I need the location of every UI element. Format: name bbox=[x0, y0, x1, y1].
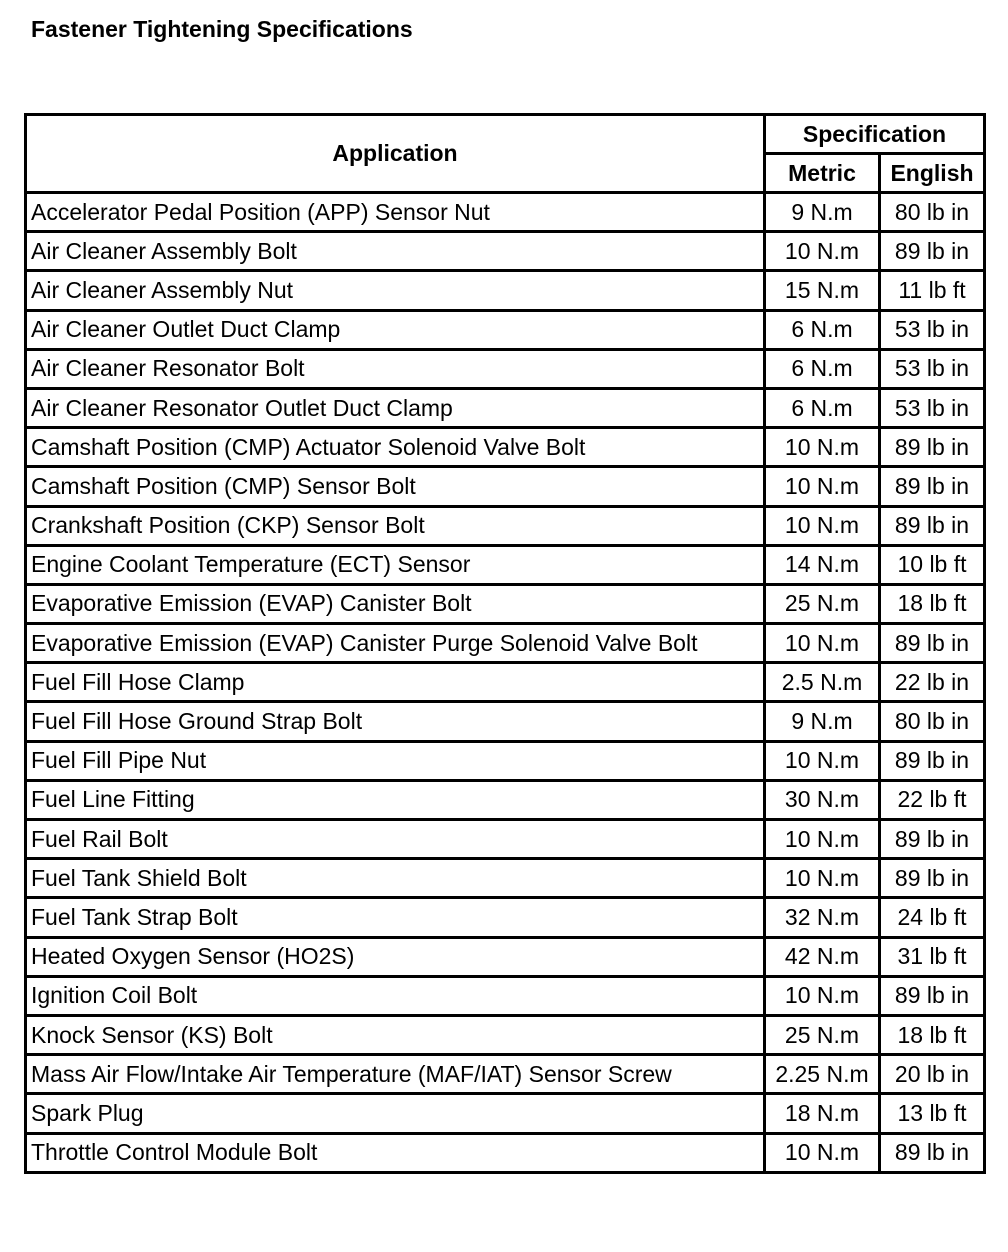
table-row bbox=[26, 1094, 985, 1133]
metric-cell: 25 N.m bbox=[765, 1015, 880, 1054]
application-cell: Fuel Tank Strap Bolt bbox=[26, 898, 765, 937]
metric-cell: 10 N.m bbox=[765, 859, 880, 898]
english-cell: 53 lb in bbox=[880, 388, 985, 427]
application-cell: Air Cleaner Resonator Bolt bbox=[26, 349, 765, 388]
english-cell: 89 lb in bbox=[880, 741, 985, 780]
header-specification: Specification bbox=[765, 115, 985, 154]
english-cell: 24 lb ft bbox=[880, 898, 985, 937]
metric-cell: 25 N.m bbox=[765, 584, 880, 623]
application-cell: Air Cleaner Outlet Duct Clamp bbox=[26, 310, 765, 349]
english-cell: 89 lb in bbox=[880, 859, 985, 898]
table-body bbox=[26, 193, 985, 1173]
metric-cell: 9 N.m bbox=[765, 193, 880, 232]
metric-cell: 10 N.m bbox=[765, 506, 880, 545]
metric-cell: 10 N.m bbox=[765, 741, 880, 780]
application-cell: Heated Oxygen Sensor (HO2S) bbox=[26, 937, 765, 976]
application-cell: Camshaft Position (CMP) Sensor Bolt bbox=[26, 467, 765, 506]
table-row bbox=[26, 780, 985, 819]
metric-cell: 32 N.m bbox=[765, 898, 880, 937]
table-row bbox=[26, 193, 985, 232]
english-cell: 13 lb ft bbox=[880, 1094, 985, 1133]
table-row bbox=[26, 428, 985, 467]
english-cell: 31 lb ft bbox=[880, 937, 985, 976]
metric-cell: 42 N.m bbox=[765, 937, 880, 976]
table-row bbox=[26, 1133, 985, 1172]
application-cell: Engine Coolant Temperature (ECT) Sensor bbox=[26, 545, 765, 584]
english-cell: 89 lb in bbox=[880, 976, 985, 1015]
table-row bbox=[26, 506, 985, 545]
english-cell: 18 lb ft bbox=[880, 1015, 985, 1054]
table-row bbox=[26, 584, 985, 623]
english-cell: 10 lb ft bbox=[880, 545, 985, 584]
metric-cell: 14 N.m bbox=[765, 545, 880, 584]
application-cell: Air Cleaner Assembly Nut bbox=[26, 271, 765, 310]
metric-cell: 10 N.m bbox=[765, 976, 880, 1015]
english-cell: 89 lb in bbox=[880, 624, 985, 663]
table-row bbox=[26, 741, 985, 780]
table-row bbox=[26, 349, 985, 388]
application-cell: Crankshaft Position (CKP) Sensor Bolt bbox=[26, 506, 765, 545]
metric-cell: 2.5 N.m bbox=[765, 663, 880, 702]
application-cell: Fuel Fill Pipe Nut bbox=[26, 741, 765, 780]
table-row bbox=[26, 1015, 985, 1054]
application-cell: Accelerator Pedal Position (APP) Sensor Nut bbox=[26, 193, 765, 232]
table-header bbox=[26, 115, 985, 193]
metric-cell: 6 N.m bbox=[765, 349, 880, 388]
metric-cell: 10 N.m bbox=[765, 428, 880, 467]
english-cell: 89 lb in bbox=[880, 232, 985, 271]
table-row bbox=[26, 859, 985, 898]
table-row bbox=[26, 702, 985, 741]
application-cell: Spark Plug bbox=[26, 1094, 765, 1133]
english-cell: 18 lb ft bbox=[880, 584, 985, 623]
english-cell: 53 lb in bbox=[880, 349, 985, 388]
metric-cell: 15 N.m bbox=[765, 271, 880, 310]
document-title: Fastener Tightening Specifications bbox=[31, 16, 413, 42]
table-row bbox=[26, 232, 985, 271]
table-row bbox=[26, 898, 985, 937]
table-row bbox=[26, 467, 985, 506]
metric-cell: 10 N.m bbox=[765, 820, 880, 859]
english-cell: 22 lb ft bbox=[880, 780, 985, 819]
english-cell: 20 lb in bbox=[880, 1055, 985, 1094]
metric-cell: 10 N.m bbox=[765, 232, 880, 271]
metric-cell: 2.25 N.m bbox=[765, 1055, 880, 1094]
table-row bbox=[26, 976, 985, 1015]
english-cell: 89 lb in bbox=[880, 1133, 985, 1172]
header-english: English bbox=[880, 154, 985, 193]
metric-cell: 10 N.m bbox=[765, 624, 880, 663]
table-row bbox=[26, 624, 985, 663]
application-cell: Fuel Rail Bolt bbox=[26, 820, 765, 859]
application-cell: Fuel Fill Hose Clamp bbox=[26, 663, 765, 702]
metric-cell: 9 N.m bbox=[765, 702, 880, 741]
english-cell: 80 lb in bbox=[880, 702, 985, 741]
application-cell: Mass Air Flow/Intake Air Temperature (MAF/IAT) Sensor Screw bbox=[26, 1055, 765, 1094]
metric-cell: 10 N.m bbox=[765, 467, 880, 506]
english-cell: 22 lb in bbox=[880, 663, 985, 702]
application-cell: Evaporative Emission (EVAP) Canister Purge Solenoid Valve Bolt bbox=[26, 624, 765, 663]
table-row bbox=[26, 545, 985, 584]
english-cell: 89 lb in bbox=[880, 506, 985, 545]
header-application: Application bbox=[26, 115, 765, 193]
table-row bbox=[26, 663, 985, 702]
metric-cell: 30 N.m bbox=[765, 780, 880, 819]
application-cell: Fuel Line Fitting bbox=[26, 780, 765, 819]
application-cell: Fuel Fill Hose Ground Strap Bolt bbox=[26, 702, 765, 741]
application-cell: Ignition Coil Bolt bbox=[26, 976, 765, 1015]
fastener-spec-table bbox=[24, 113, 986, 1174]
metric-cell: 18 N.m bbox=[765, 1094, 880, 1133]
application-cell: Evaporative Emission (EVAP) Canister Bolt bbox=[26, 584, 765, 623]
application-cell: Fuel Tank Shield Bolt bbox=[26, 859, 765, 898]
application-cell: Air Cleaner Assembly Bolt bbox=[26, 232, 765, 271]
english-cell: 53 lb in bbox=[880, 310, 985, 349]
application-cell: Air Cleaner Resonator Outlet Duct Clamp bbox=[26, 388, 765, 427]
metric-cell: 10 N.m bbox=[765, 1133, 880, 1172]
english-cell: 89 lb in bbox=[880, 820, 985, 859]
application-cell: Knock Sensor (KS) Bolt bbox=[26, 1015, 765, 1054]
table-row bbox=[26, 388, 985, 427]
table-row bbox=[26, 271, 985, 310]
table-row bbox=[26, 820, 985, 859]
table-row bbox=[26, 1055, 985, 1094]
metric-cell: 6 N.m bbox=[765, 310, 880, 349]
english-cell: 11 lb ft bbox=[880, 271, 985, 310]
english-cell: 89 lb in bbox=[880, 467, 985, 506]
metric-cell: 6 N.m bbox=[765, 388, 880, 427]
english-cell: 80 lb in bbox=[880, 193, 985, 232]
header-metric: Metric bbox=[765, 154, 880, 193]
table-row bbox=[26, 310, 985, 349]
english-cell: 89 lb in bbox=[880, 428, 985, 467]
table-row bbox=[26, 937, 985, 976]
application-cell: Camshaft Position (CMP) Actuator Solenoid Valve Bolt bbox=[26, 428, 765, 467]
application-cell: Throttle Control Module Bolt bbox=[26, 1133, 765, 1172]
